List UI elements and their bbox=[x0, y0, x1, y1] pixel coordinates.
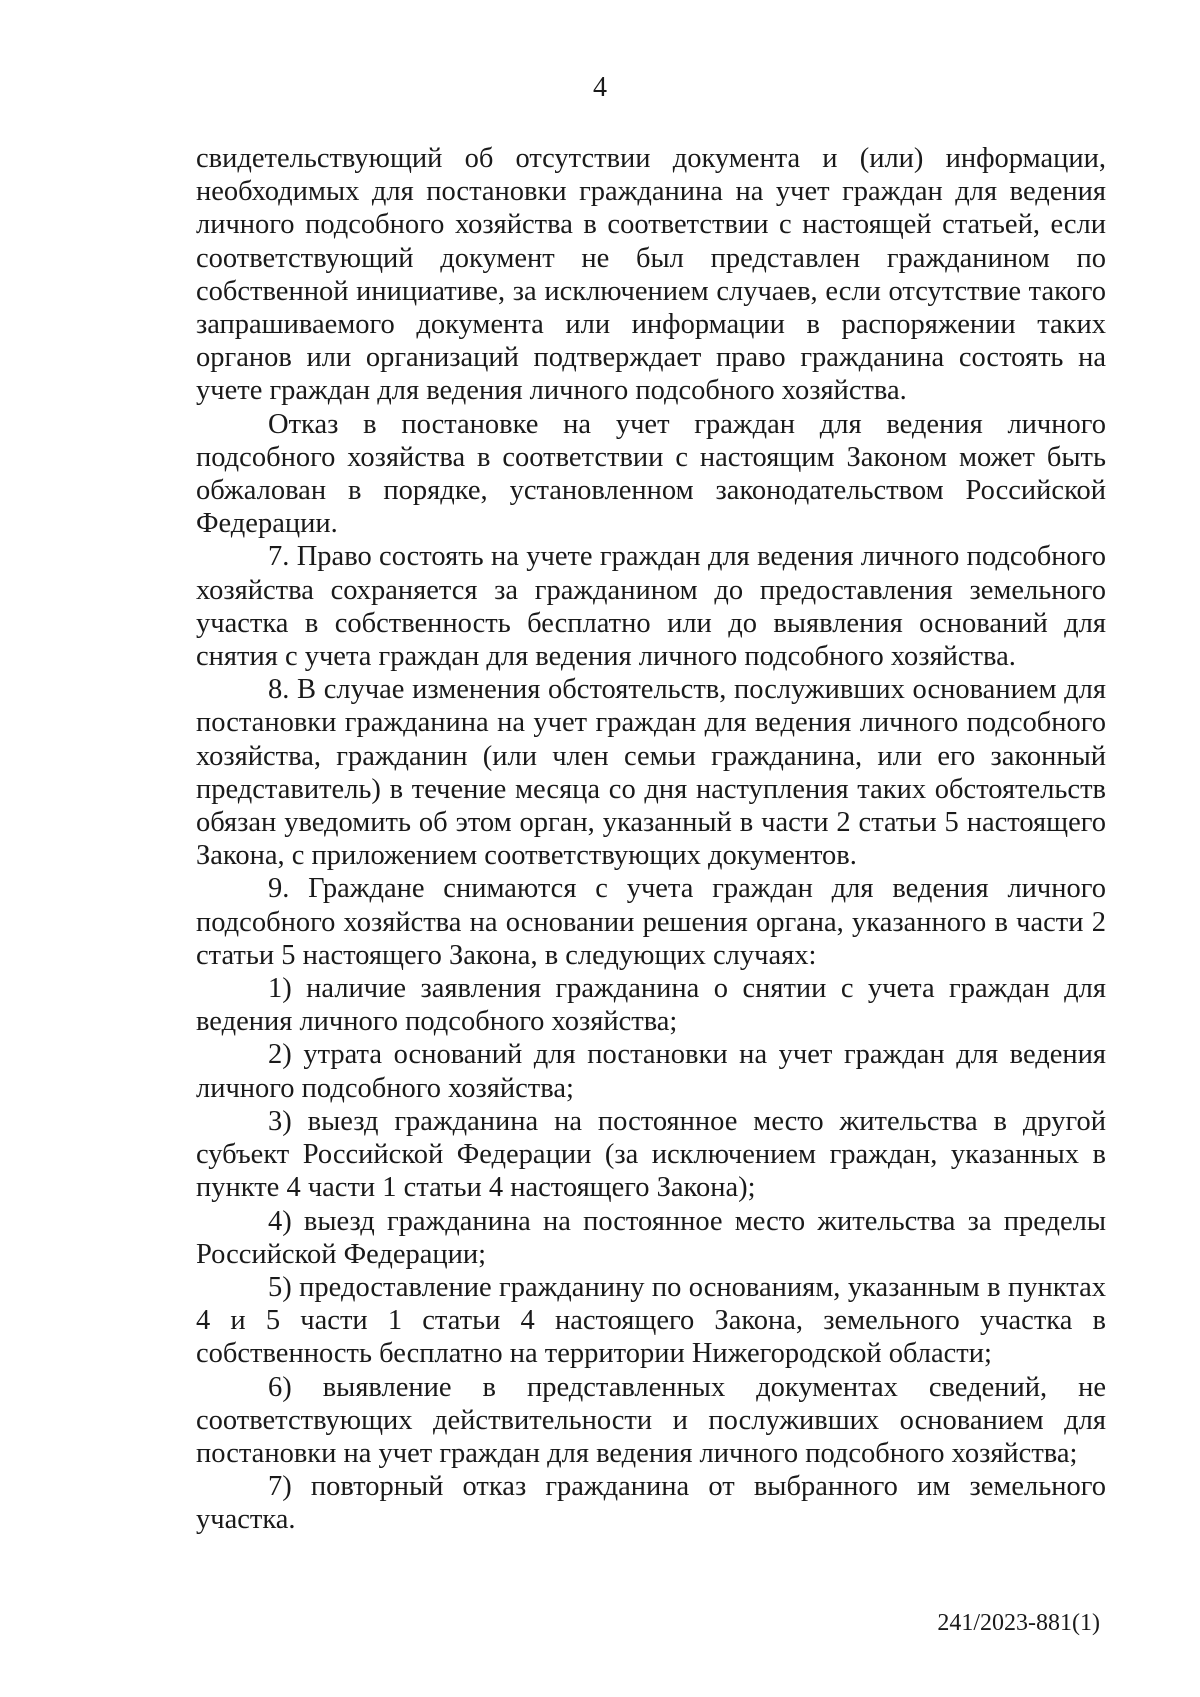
paragraph-item-8: 8. В случае изменения обстоятельств, послуживших основанием для постановки гражданина на учет граждан для ведения личного подсобного хозяйства, гражданин (или член семьи гражданина, или его законный представитель) в течение месяца со дня наступления таких обстоятельств обязан уведомить об этом орган, указанный в части 2 статьи 5 настоящего Закона, с приложением соответствующих документов. bbox=[196, 674, 1106, 872]
paragraph-item-7: 7. Право состоять на учете граждан для ведения личного подсобного хозяйства сохраняется за гражданином до предоставления земельного участка в собственность бесплатно или до выявления оснований для снятия с учета граждан для ведения личного подсобного хозяйства. bbox=[196, 541, 1106, 673]
list-item-7: 7) повторный отказ гражданина от выбранного им земельного участка. bbox=[196, 1471, 1106, 1536]
paragraph-continuation: свидетельствующий об отсутствии документа и (или) информации, необходимых для постановки гражданина на учет граждан для ведения личного подсобного хозяйства в соответствии с настоящей статьей, если соответствующий документ не был представлен гражданином по собственной инициативе, за исключением случаев, если отсутствие такого запрашиваемого документа или информации в распоряжении таких органов или организаций подтверждает право гражданина состоять на учете граждан для ведения личного подсобного хозяйства. bbox=[196, 143, 1106, 407]
list-item-3: 3) выезд гражданина на постоянное место жительства в другой субъект Российской Федерации (за исключением граждан, указанных в пункте 4 части 1 статьи 4 настоящего Закона); bbox=[196, 1105, 1106, 1204]
document-body bbox=[196, 142, 1106, 1537]
list-item-1: 1) наличие заявления гражданина о снятии с учета граждан для ведения личного подсобного хозяйства; bbox=[196, 973, 1106, 1038]
list-item-4: 4) выезд гражданина на постоянное место жительства за пределы Российской Федерации; bbox=[196, 1205, 1106, 1270]
document-registration-code: 241/2023-881(1) bbox=[937, 1610, 1100, 1636]
page-number: 4 bbox=[593, 72, 607, 103]
list-item-2: 2) утрата оснований для постановки на учет граждан для ведения личного подсобного хозяйства; bbox=[196, 1039, 1106, 1104]
paragraph-item-9: 9. Граждане снимаются с учета граждан для ведения личного подсобного хозяйства на основании решения органа, указанного в части 2 статьи 5 настоящего Закона, в следующих случаях: bbox=[196, 873, 1106, 971]
paragraph-refusal-appeal: Отказ в постановке на учет граждан для ведения личного подсобного хозяйства в соответствии с настоящим Законом может быть обжалован в порядке, установленном законодательством Российской Федерации. bbox=[196, 408, 1106, 540]
list-item-5: 5) предоставление гражданину по основаниям, указанным в пунктах 4 и 5 части 1 статьи 4 настоящего Закона, земельного участка в собственность бесплатно на территории Нижегородской области; bbox=[196, 1271, 1106, 1370]
list-item-6: 6) выявление в представленных документах сведений, не соответствующих действительности и послуживших основанием для постановки на учет граждан для ведения личного подсобного хозяйства; bbox=[196, 1371, 1106, 1469]
